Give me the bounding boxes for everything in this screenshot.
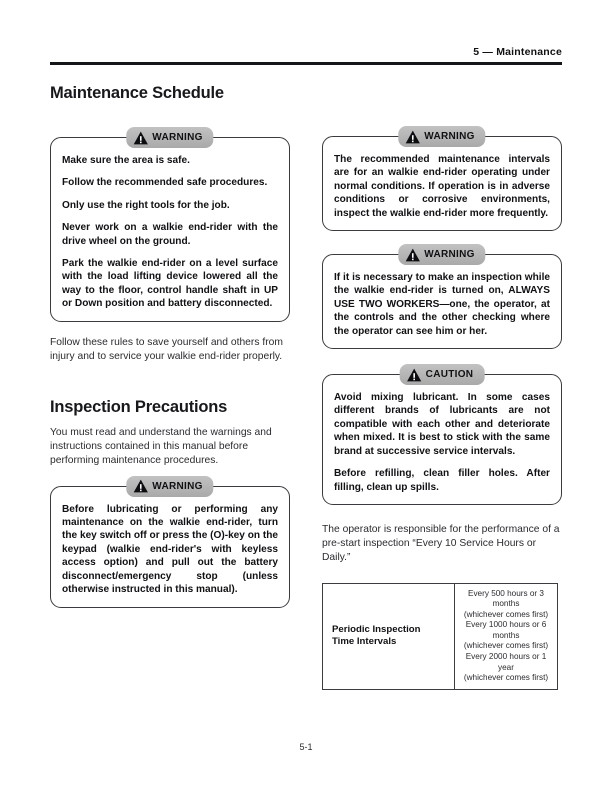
follow-rules-paragraph: Follow these rules to save yourself and others from injury and to service your walkie end-rider properly. xyxy=(50,336,283,362)
warning-badge-label: WARNING xyxy=(424,131,475,142)
warning-triangle-icon xyxy=(133,479,148,493)
operator-responsibility-block xyxy=(322,523,562,566)
table-cell-values xyxy=(455,583,558,689)
page-footer xyxy=(0,742,612,752)
warning-paragraph: Park the walkie end-rider on a level surface with the load lifting device lowered all the way to the floor, control handle shaft in UP or Down position and battery disconnected. xyxy=(62,258,278,310)
caution-paragraph: Avoid mixing lubricant. In some cases different brands of lubricants are not compatible with each other and deteriorate when mixed. It is best to stick with the same brand at successive service intervals. xyxy=(334,392,550,457)
caution-paragraph: Before refilling, clean filler holes. After filling, clean up spills. xyxy=(334,468,550,493)
left-column xyxy=(50,84,290,608)
table-cell-label xyxy=(323,583,455,689)
warning-paragraph: Follow the recommended safe procedures. xyxy=(62,177,268,189)
warning-paragraph: Make sure the area is safe. xyxy=(62,155,190,166)
page-header xyxy=(50,46,562,65)
table-value-line: Every 500 hours or 3 months xyxy=(467,588,544,609)
warning-triangle-icon xyxy=(133,131,148,145)
table-label-line-2: Time Intervals xyxy=(332,636,397,648)
caution-box-lubricant xyxy=(322,369,562,505)
warning-triangle-icon xyxy=(405,130,420,144)
warning-badge xyxy=(126,127,213,148)
header-rule xyxy=(50,62,562,65)
periodic-inspection-table xyxy=(322,583,558,690)
warning-paragraph: Never work on a walkie end-rider with the drive wheel on the ground. xyxy=(62,222,278,247)
warning-paragraph: If it is necessary to make an inspection while the walkie end-rider is turned on, ALWAYS USE TWO WORKERS—one, the operator, at the controls and the other checking where the operator can see him or her. xyxy=(334,272,550,337)
table-value-line: (whichever comes first) xyxy=(463,641,549,651)
follow-rules-paragraph-block xyxy=(50,336,290,364)
table-value-line: Every 1000 hours or 6 months xyxy=(465,620,547,640)
warning-box-lubrication xyxy=(50,480,290,608)
warning-badge xyxy=(398,126,485,147)
table-value-line: (whichever comes first) xyxy=(463,673,549,683)
chapter-label: 5 — Maintenance xyxy=(473,46,562,58)
warning-triangle-icon xyxy=(405,248,420,262)
table-value-line: Every 2000 hours or 1 year xyxy=(465,652,547,672)
caution-badge xyxy=(400,364,485,385)
warning-badge-label: WARNING xyxy=(152,480,203,492)
warning-box-safety xyxy=(50,132,290,322)
warning-paragraph: Only use the right tools for the job. xyxy=(62,199,230,211)
table-value-line: (whichever comes first) xyxy=(463,609,549,619)
warning-paragraph: Before lubricating or performing any maintenance on the walkie end-rider, turn the key switch off or press the (O)-key on the keypad (walkie end-rider's with keyless access option) and pull out the battery disconnect/emergency stop (unless otherwise instructed in this manual). xyxy=(62,503,278,596)
page-number: 5-1 xyxy=(299,742,313,752)
inspection-precautions-paragraph: You must read and understand the warnings and instructions contained in this manual before performing maintenance procedures. xyxy=(50,427,272,467)
warning-badge-label: WARNING xyxy=(424,249,475,261)
inspection-precautions-title: Inspection Precautions xyxy=(50,398,228,417)
right-column xyxy=(322,84,562,690)
table-row xyxy=(323,583,558,689)
warning-badge xyxy=(398,244,485,265)
warning-box-intervals xyxy=(322,131,562,231)
caution-badge-label: CAUTION xyxy=(425,369,474,381)
warning-box-two-workers xyxy=(322,249,562,349)
operator-responsibility-paragraph: The operator is responsible for the performance of a pre-start inspection “Every 10 Service Hours or Daily.” xyxy=(322,523,560,564)
warning-triangle-icon xyxy=(407,368,422,382)
table-label-line-1: Periodic Inspection xyxy=(332,623,421,635)
warning-badge xyxy=(126,476,213,497)
page-title: Maintenance Schedule xyxy=(50,84,224,102)
warning-badge-label: WARNING xyxy=(152,132,203,143)
warning-paragraph: The recommended maintenance intervals are for an walkie end-rider operating under normal conditions. If operation is in adverse conditions or corrosive environments, inspect the walkie end-rider more frequently. xyxy=(334,154,550,219)
